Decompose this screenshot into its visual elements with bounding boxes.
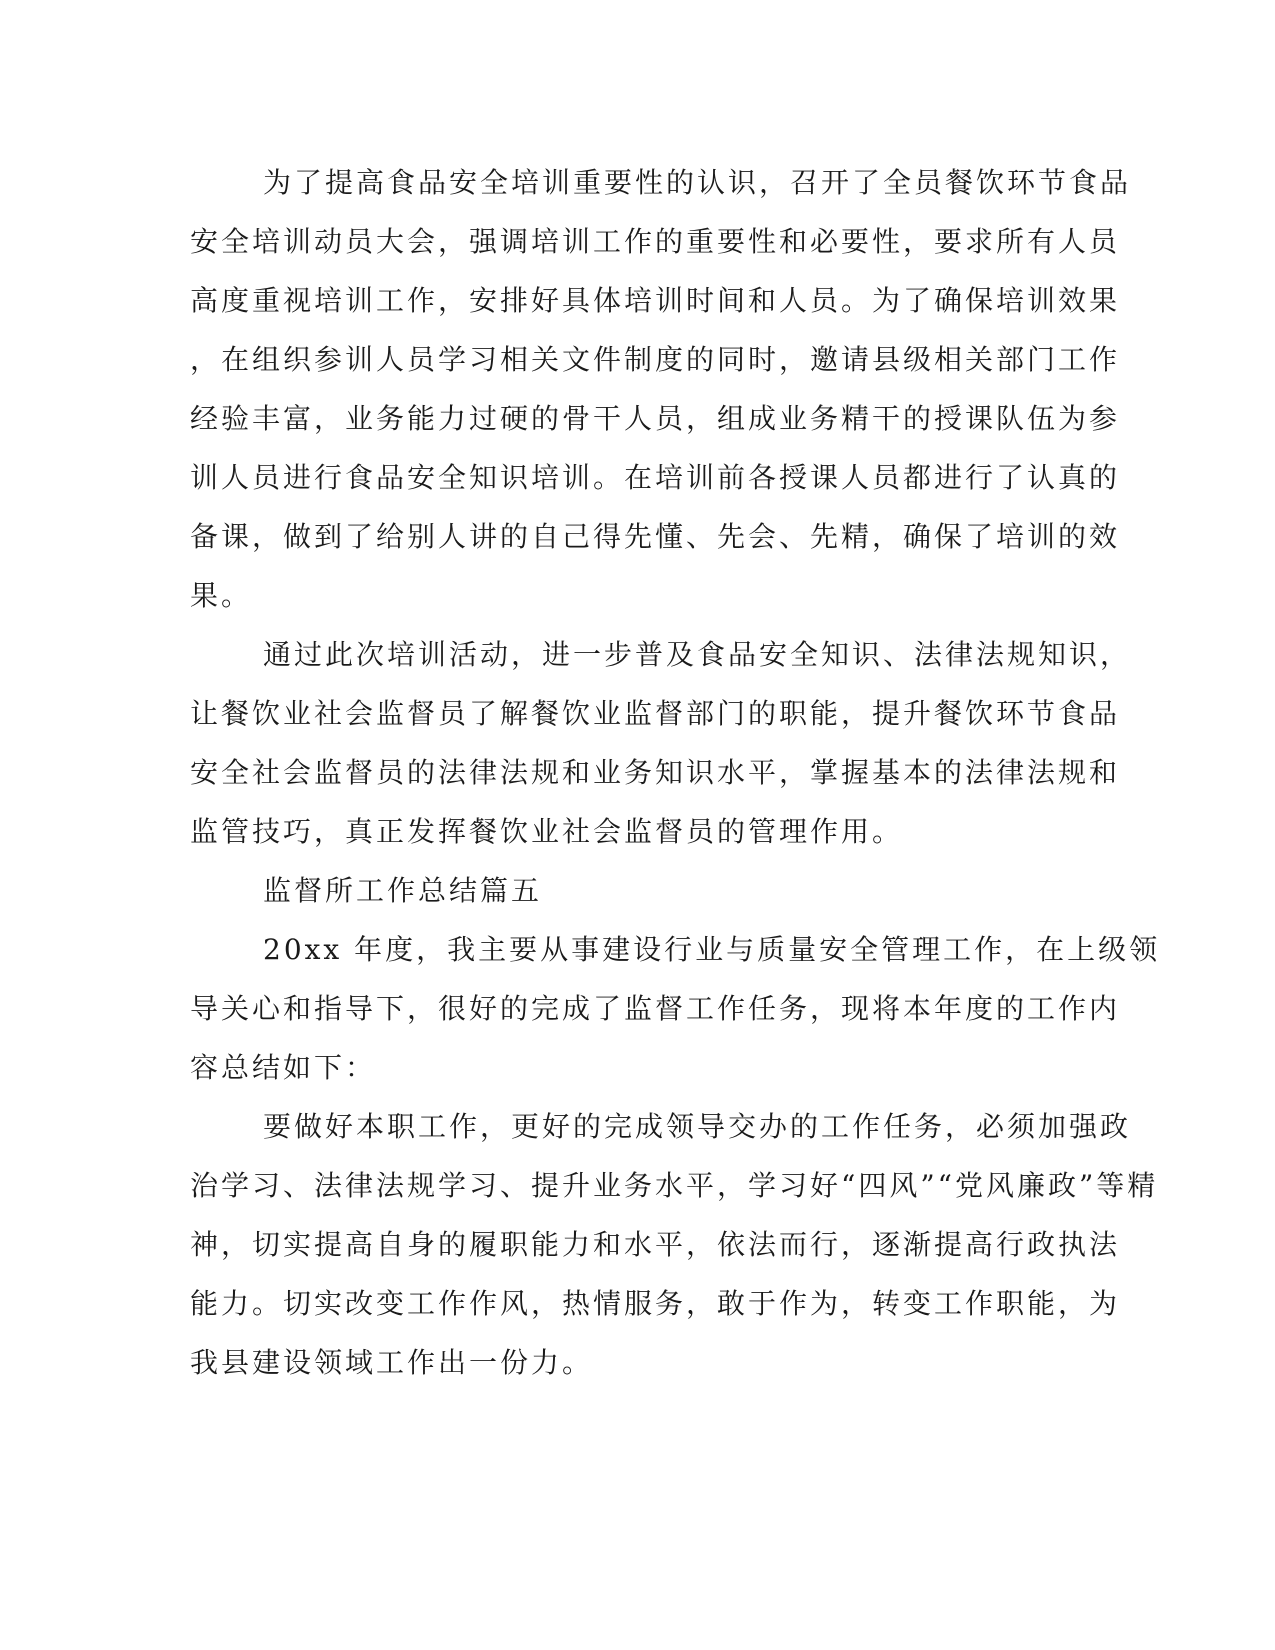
paragraph-1-line-3: 高度重视培训工作，安排好具体培训时间和人员。为了确保培训效果 bbox=[190, 284, 1121, 317]
paragraph-4-line-4: 能力。切实改变工作作风，热情服务，敢于作为，转变工作职能，为 bbox=[190, 1287, 1121, 1320]
paragraph-2-line-1: 通过此次培训活动，进一步普及食品安全知识、法律法规知识， bbox=[263, 638, 1132, 671]
paragraph-2-line-4: 监管技巧，真正发挥餐饮业社会监督员的管理作用。 bbox=[190, 815, 904, 848]
paragraph-3-line-2: 导关心和指导下，很好的完成了监督工作任务，现将本年度的工作内 bbox=[190, 992, 1121, 1025]
paragraph-1-line-8: 果。 bbox=[190, 579, 253, 612]
paragraph-3-line-3: 容总结如下： bbox=[190, 1051, 377, 1084]
paragraph-1-line-1: 为了提高食品安全培训重要性的认识，召开了全员餐饮环节食品 bbox=[263, 166, 1132, 199]
paragraph-2-line-3: 安全社会监督员的法律法规和业务知识水平，掌握基本的法律法规和 bbox=[190, 756, 1121, 789]
paragraph-4-line-5: 我县建设领域工作出一份力。 bbox=[190, 1346, 594, 1379]
paragraph-2-line-2: 让餐饮业社会监督员了解餐饮业监督部门的职能，提升餐饮环节食品 bbox=[190, 697, 1121, 730]
paragraph-4-line-3: 神，切实提高自身的履职能力和水平，依法而行，逐渐提高行政执法 bbox=[190, 1228, 1121, 1261]
paragraph-4-line-2: 治学习、法律法规学习、提升业务水平，学习好“四风”“党风廉政”等精 bbox=[190, 1169, 1159, 1202]
paragraph-1-line-7: 备课，做到了给别人讲的自己得先懂、先会、先精，确保了培训的效 bbox=[190, 520, 1121, 553]
paragraph-4-line-1: 要做好本职工作，更好的完成领导交办的工作任务，必须加强政 bbox=[263, 1110, 1132, 1143]
paragraph-3-line-1: 20xx 年度，我主要从事建设行业与质量安全管理工作，在上级领 bbox=[263, 933, 1161, 966]
paragraph-1-line-4: ，在组织参训人员学习相关文件制度的同时，邀请县级相关部门工作 bbox=[190, 343, 1121, 376]
section-heading: 监督所工作总结篇五 bbox=[263, 874, 543, 907]
paragraph-1-line-5: 经验丰富，业务能力过硬的骨干人员，组成业务精干的授课队伍为参 bbox=[190, 402, 1121, 435]
paragraph-1-line-2: 安全培训动员大会，强调培训工作的重要性和必要性，要求所有人员 bbox=[190, 225, 1121, 258]
paragraph-1-line-6: 训人员进行食品安全知识培训。在培训前各授课人员都进行了认真的 bbox=[190, 461, 1121, 494]
